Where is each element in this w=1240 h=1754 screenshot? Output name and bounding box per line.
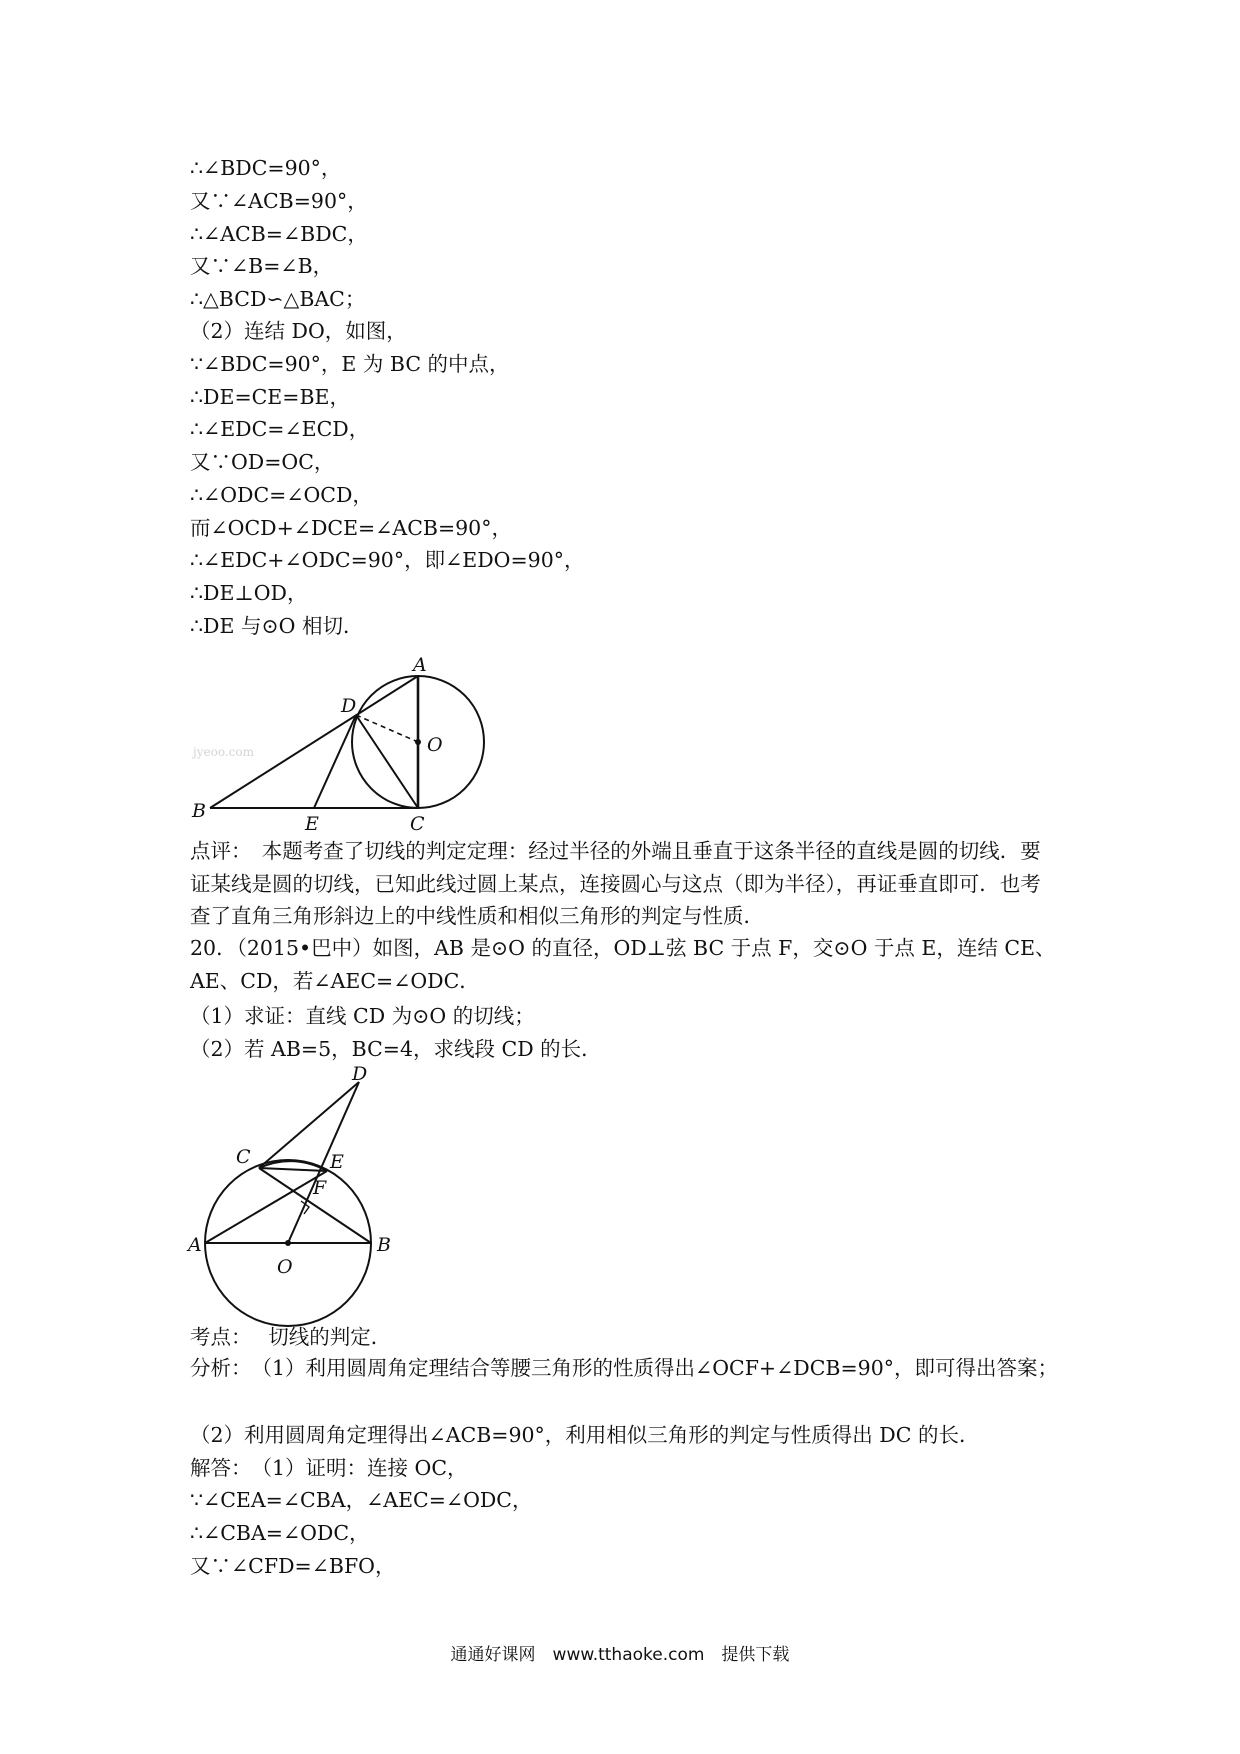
label-e: E	[330, 1151, 344, 1173]
fenxi-line-2: （2）利用圆周角定理得出∠ACB=90°，利用相似三角形的判定与性质得出 DC 的长．	[190, 1423, 980, 1447]
proof-line-2: 又∵∠ACB=90°，	[190, 189, 368, 213]
proof-line-1: ∴∠BDC=90°，	[190, 156, 342, 180]
label-f: F	[313, 1177, 327, 1199]
figure-2-diagram	[185, 1065, 405, 1310]
label-b: B	[192, 800, 206, 822]
watermark-text: jyeoo.com	[193, 745, 254, 759]
figure-1-diagram	[185, 650, 505, 835]
proof-line-3: ∴∠ACB=∠BDC，	[190, 222, 368, 246]
label-d: D	[341, 695, 357, 717]
proof-line-14: ∴DE⊥OD，	[190, 581, 308, 605]
problem-20-question-2: （2）若 AB=5，BC=4，求线段 CD 的长．	[190, 1037, 602, 1061]
solution-step-1: ∵∠CEA=∠CBA，∠AEC=∠ODC，	[190, 1488, 533, 1512]
center-point-o	[285, 1240, 291, 1246]
problem-20-statement: 20．（2015•巴中）如图，AB 是⊙O 的直径，OD⊥弦 BC 于点 F，交⊙O 于点 E，连结 CE、AE、CD，若∠AEC=∠ODC．	[190, 936, 1056, 993]
label-o: O	[427, 734, 443, 756]
fenxi-paragraph: 分析： （1）利用圆周角定理结合等腰三角形的性质得出∠OCF+∠DCB=90°，即可得出答案；	[190, 1356, 1058, 1380]
solution-step-3: 又∵∠CFD=∠BFO，	[190, 1554, 396, 1578]
proof-line-12: 而∠OCD+∠DCE=∠ACB=90°，	[190, 516, 512, 540]
jieda-line: 解答： （1）证明：连接 OC，	[190, 1456, 468, 1480]
segment-cd	[259, 1082, 359, 1168]
proof-line-13: ∴∠EDC+∠ODC=90°，即∠EDO=90°，	[190, 548, 585, 572]
label-a: A	[413, 654, 427, 676]
comment-paragraph: 点评： 本题考查了切线的判定定理：经过半径的外端且垂直于这条半径的直线是圆的切线．要证某线是圆的切线，已知此线过圆上某点，连接圆心与这点（即为半径），再证垂直即可．也考查了直角三角形斜边上的中线性质和相似三角形的判定与性质．	[190, 839, 1041, 928]
proof-line-11: ∴∠ODC=∠OCD，	[190, 483, 373, 507]
proof-line-7: ∵∠BDC=90°，E 为 BC 的中点，	[190, 352, 510, 376]
proof-line-5: ∴△BCD∽△BAC；	[190, 287, 366, 311]
proof-line-6: （2）连结 DO，如图，	[190, 319, 407, 343]
proof-line-8: ∴DE=CE=BE，	[190, 385, 350, 409]
proof-line-9: ∴∠EDC=∠ECD，	[190, 417, 370, 441]
label-a: A	[188, 1234, 202, 1256]
label-o: O	[277, 1256, 293, 1278]
center-point-o	[415, 739, 421, 745]
segment-ba	[210, 676, 418, 808]
label-c: C	[236, 1146, 251, 1168]
label-b: B	[377, 1234, 391, 1256]
page-footer: 通通好课网 www.tthaoke.com 提供下载	[450, 1645, 790, 1665]
solution-step-2: ∴∠CBA=∠ODC，	[190, 1521, 370, 1545]
segment-dc	[356, 715, 418, 808]
problem-20-question-1: （1）求证：直线 CD 为⊙O 的切线；	[190, 1004, 535, 1028]
kaodian-line: 考点： 切线的判定．	[190, 1325, 392, 1349]
label-e: E	[305, 813, 319, 835]
label-c: C	[410, 813, 425, 835]
proof-line-10: 又∵OD=OC，	[190, 450, 335, 474]
proof-line-4: 又∵∠B=∠B，	[190, 254, 334, 278]
proof-line-15: ∴DE 与⊙O 相切．	[190, 614, 364, 638]
label-d: D	[352, 1063, 368, 1085]
